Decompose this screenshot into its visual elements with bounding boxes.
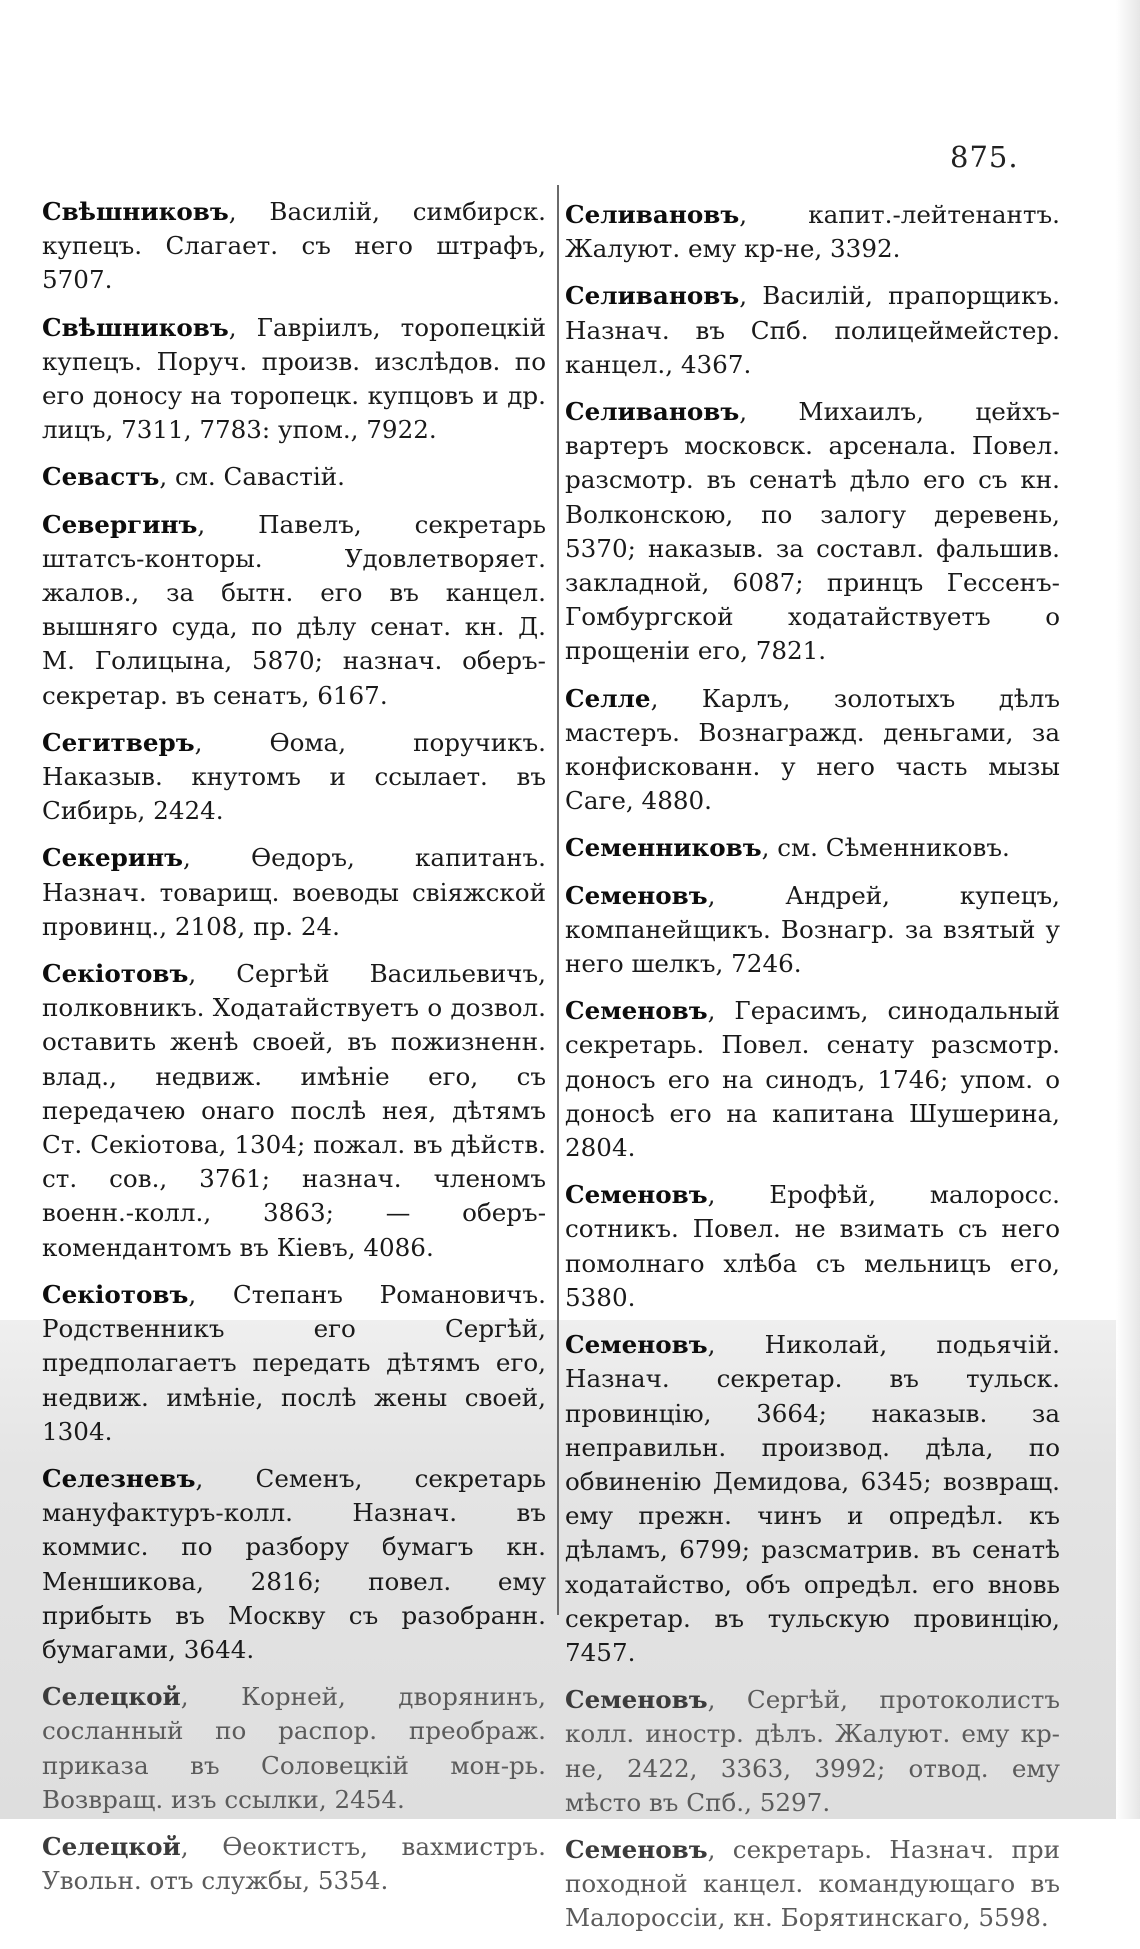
page-number: 875. bbox=[950, 140, 1019, 174]
entry-text: , Ѳеоктистъ, вахмистръ. Увольн. отъ службы, 5354. bbox=[42, 1831, 546, 1896]
entry-headword: Семеновъ bbox=[565, 880, 708, 910]
entry-text: , Корней, дворянинъ, сосланный по распор. преображ. приказа въ Соловецкій мон-рь. Возвращ. изъ ссылки, 2454. bbox=[42, 1682, 546, 1814]
entry-text: , Михаилъ, цейхъ-вартеръ московск. арсенала. Повел. разсмотр. въ сенатѣ дѣло его съ кн. Волконскою, по залогу деревень, 5370; наказыв. за составл. фальшив. закладной, 6087; принцъ Гессенъ-Гомбургской ходатайствуетъ о прощеніи его, 7821. bbox=[565, 397, 1060, 666]
entry-headword: Селивановъ bbox=[565, 281, 740, 311]
entry-text: , капит.-лейтенантъ. Жалуют. ему кр-не, 3392. bbox=[565, 200, 1060, 264]
entry-text: , Герасимъ, синодальный секретарь. Повел. сенату разсмотр. доносъ его на синодъ, 1746; упом. о доносѣ его на капитана Шушерина, 2804. bbox=[565, 996, 1060, 1163]
index-entry bbox=[565, 879, 1060, 982]
entry-headword: Семеновъ bbox=[565, 996, 708, 1026]
entry-text: , см. Савастій. bbox=[159, 462, 345, 492]
entry-headword: Семеновъ bbox=[565, 1685, 708, 1715]
entry-text: , Ѳедоръ, капитанъ. Назнач. товарищ. воеводы свіяжской провинц., 2108, пр. 24. bbox=[42, 843, 546, 941]
entry-headword: Сегитверъ bbox=[42, 727, 195, 757]
index-entry bbox=[565, 682, 1060, 819]
index-entry bbox=[565, 395, 1060, 669]
entry-headword: Селивановъ bbox=[565, 200, 740, 229]
entry-headword: Семеновъ bbox=[565, 1180, 708, 1210]
index-entry bbox=[42, 1462, 546, 1667]
entry-headword: Селле bbox=[565, 683, 651, 713]
index-entry bbox=[565, 1178, 1060, 1315]
entry-headword: Севергинъ bbox=[42, 509, 198, 539]
entry-headword: Селивановъ bbox=[565, 397, 740, 427]
entry-text: , Павелъ, секретарь штатсъ-конторы. Удовлетворяет. жалов., за бытн. его въ канцел. вышняго суда, по дѣлу сенат. кн. Д. М. Голицына, 5870; назнач. оберъ-секретар. въ сенатъ, 6167. bbox=[42, 509, 546, 710]
entry-text: , Василій, симбирск. купецъ. Слагает. съ него штрафъ, 5707. bbox=[42, 197, 546, 295]
index-entry bbox=[565, 1833, 1060, 1936]
index-entry bbox=[42, 726, 546, 829]
entry-text: , Карлъ, золотыхъ дѣлъ мастеръ. Вознагражд. деньгами, за конфискованн. у него часть мызы Саге, 4880. bbox=[565, 683, 1060, 816]
entry-text: , Степанъ Романовичъ. Родственникъ его Сергѣй, предполагаетъ передать дѣтямъ его, недвиж. имѣніе, послѣ жены своей, 1304. bbox=[42, 1279, 546, 1446]
index-entry bbox=[42, 311, 546, 448]
index-entry bbox=[42, 1680, 546, 1817]
entry-headword: Севастъ bbox=[42, 462, 160, 492]
entry-headword: Селецкой bbox=[42, 1682, 181, 1712]
index-entry bbox=[565, 279, 1060, 382]
entry-headword: Семенниковъ bbox=[565, 833, 762, 863]
entry-headword: Селецкой bbox=[42, 1831, 181, 1861]
page-edge-shadow bbox=[1116, 0, 1140, 1819]
column-divider bbox=[557, 185, 559, 1615]
entry-text: , Сергѣй Васильевичъ, полковникъ. Ходатайствуетъ о дозвол. оставить женѣ своей, въ пожизненн. влад., недвиж. имѣніе его, съ передачею онаго послѣ нея, дѣтямъ Ст. Секіотова, 1304; пожал. въ дѣйств. ст. сов., 3761; назнач. членомъ военн.-колл., 3863; — оберъ-комендантомъ въ Кіевъ, 4086. bbox=[42, 959, 546, 1262]
entry-headword: Семеновъ bbox=[565, 1330, 708, 1360]
index-entry bbox=[565, 994, 1060, 1165]
entry-headword: Секіотовъ bbox=[42, 959, 189, 989]
entry-headword: Семеновъ bbox=[565, 1834, 708, 1864]
entry-text: , см. Сѣменниковъ. bbox=[761, 833, 1010, 863]
entry-headword: Свѣшниковъ bbox=[42, 312, 229, 342]
index-entry bbox=[42, 195, 546, 298]
entry-text: , Ерофѣй, малоросс. сотникъ. Повел. не взимать съ него помолнаго хлѣба съ мельницъ его, 5380. bbox=[565, 1180, 1060, 1312]
entry-text: , Василій, прапорщикъ. Назнач. въ Спб. полицеймейстер. канцел., 4367. bbox=[565, 281, 1060, 379]
entry-text: , секретарь. Назнач. при походной канцел. командующаго въ Малороссіи, кн. Борятинскаго, 5598. bbox=[565, 1834, 1060, 1933]
entry-text: , Гавріилъ, торопецкій купецъ. Поруч. произв. изслѣдов. по его доносу на торопецк. купцовъ и др. лицъ, 7311, 7783: упом., 7922. bbox=[42, 312, 546, 445]
index-entry bbox=[42, 841, 546, 944]
left-column bbox=[42, 195, 546, 1911]
entry-text: , Андрей, купецъ, компанейщикъ. Вознагр. за взятый у него шелкъ, 7246. bbox=[565, 880, 1060, 979]
right-column bbox=[565, 198, 1060, 1949]
entry-text: , Ѳома, поручикъ. Наказыв. кнутомъ и ссылает. въ Сибирь, 2424. bbox=[42, 727, 546, 826]
entry-text: , Николай, подьячій. Назнач. секретар. въ тульск. провинцію, 3664; наказыв. за неправильн. производ. дѣла, по обвиненію Демидова, 6345; возвращ. ему прежн. чинъ и опредѣл. къ дѣламъ, 6799; разсматрив. въ сенатѣ ходатайство, объ опредѣл. его вновь секретар. въ тульскую провинцію, 7457. bbox=[565, 1330, 1060, 1667]
index-entry bbox=[42, 957, 546, 1265]
entry-text: , Сергѣй, протоколистъ колл. иностр. дѣлъ. Жалуют. ему кр-не, 2422, 3363, 3992; отвод. ему мѣсто въ Спб., 5297. bbox=[565, 1685, 1060, 1817]
index-entry bbox=[565, 198, 1060, 266]
index-entry bbox=[42, 1278, 546, 1449]
index-entry bbox=[565, 1328, 1060, 1670]
index-entry bbox=[42, 508, 546, 713]
entry-headword: Секеринъ bbox=[42, 843, 183, 873]
entry-headword: Селезневъ bbox=[42, 1463, 196, 1493]
entry-headword: Секіотовъ bbox=[42, 1279, 189, 1309]
index-entry bbox=[565, 1683, 1060, 1820]
entry-text: , Семенъ, секретарь мануфактуръ-колл. Назнач. въ коммис. по разбору бумагъ кн. Меншикова, 2816; повел. ему прибыть въ Москву съ разобранн. бумагами, 3644. bbox=[42, 1463, 546, 1664]
entry-headword: Свѣшниковъ bbox=[42, 197, 229, 226]
index-entry bbox=[565, 831, 1060, 865]
index-entry bbox=[42, 460, 546, 494]
index-entry bbox=[42, 1830, 546, 1898]
